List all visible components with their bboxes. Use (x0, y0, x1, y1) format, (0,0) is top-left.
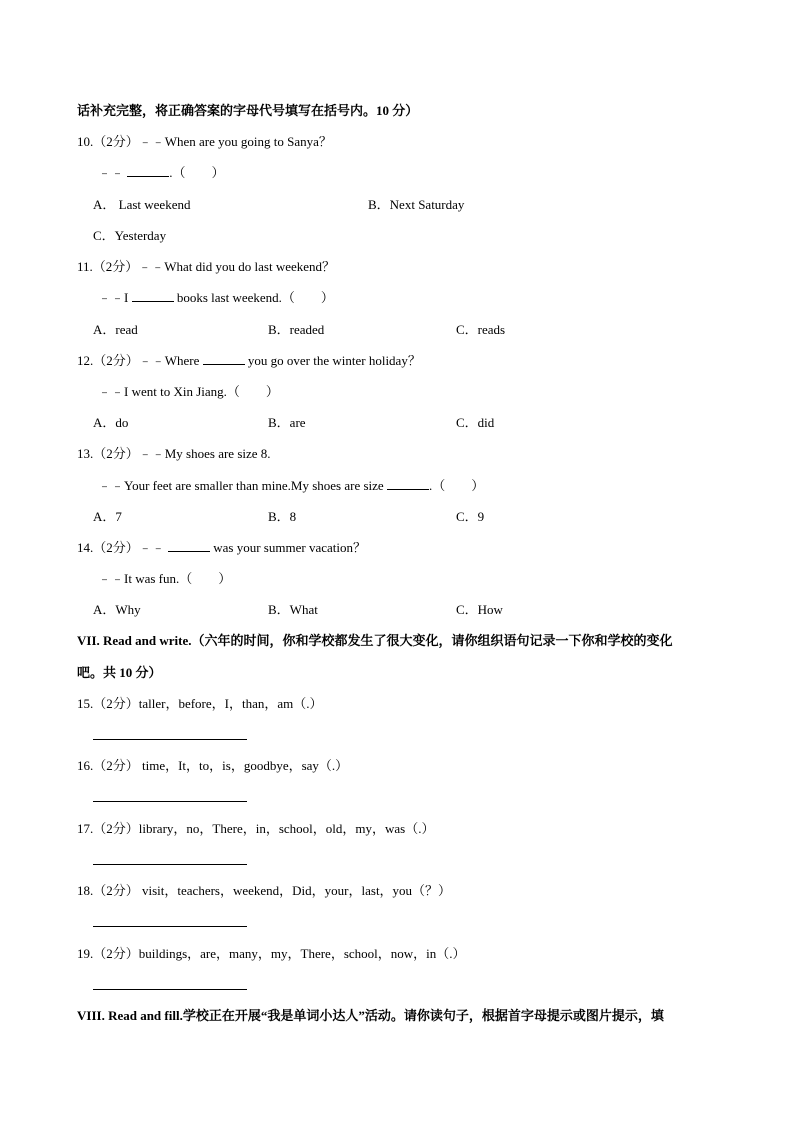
question-12-reply: ﹣﹣I went to Xin Jiang.（ ） (98, 384, 279, 399)
section8-heading-en: VIII. Read and fill. (77, 1008, 183, 1023)
answer-blank[interactable] (168, 539, 210, 552)
question-16-answer-line[interactable] (93, 801, 247, 802)
question-13-reply (98, 477, 484, 495)
section8-heading-cn: 学校正在开展“我是单词小达人”活动。请你读句子，根据首字母提示或图片提示，填 (182, 1008, 664, 1023)
question-19-answer-line[interactable] (93, 989, 247, 990)
question-10-option-c[interactable]: C．Yesterday (93, 228, 167, 243)
question-18-answer-line[interactable] (93, 926, 247, 927)
answer-blank[interactable] (127, 164, 169, 177)
question-15-stem: 15.（2分）taller，before，I，than，am（.） (77, 696, 323, 711)
question-11-reply (98, 289, 334, 307)
question-12-option-b[interactable]: B．are (268, 415, 306, 430)
answer-blank[interactable] (203, 352, 245, 365)
question-13-option-a[interactable]: A．7 (93, 509, 122, 524)
question-10-reply (98, 164, 225, 182)
question-13-stem: 13.（2分）﹣﹣My shoes are size 8. (77, 446, 271, 461)
answer-blank[interactable] (132, 289, 174, 302)
question-12-option-c[interactable]: C．did (456, 415, 495, 430)
question-19-stem: 19.（2分）buildings，are，many，my，There，school，now，in（.） (77, 946, 466, 961)
question-11-option-b[interactable]: B．readed (268, 322, 325, 337)
question-16-stem: 16.（2分） time，It，to，is，goodbye，say（.） (77, 758, 349, 773)
answer-blank[interactable] (387, 477, 429, 490)
stem-suffix: you go over the winter holiday？ (247, 353, 421, 368)
reply-suffix: .（ ） (428, 478, 485, 493)
stem-prefix: 12.（2分）﹣﹣Where (77, 353, 200, 368)
section6-instruction-tail: 话补充完整，将正确答案的字母代号填写在括号内。10 分） (77, 103, 419, 118)
question-11-stem: 11.（2分）﹣﹣What did you do last weekend？ (77, 259, 336, 274)
question-13-option-b[interactable]: B．8 (268, 509, 297, 524)
question-15-answer-line[interactable] (93, 739, 247, 740)
reply-suffix: .（ ） (169, 165, 225, 180)
stem-prefix: 14.（2分）﹣﹣ (77, 540, 165, 555)
question-13-option-c[interactable]: C．9 (456, 509, 485, 524)
question-18-stem: 18.（2分） visit，teachers，weekend，Did，your，last，you（？） (77, 883, 452, 898)
question-17-stem: 17.（2分）library，no，There，in，school，old，my，was（.） (77, 821, 435, 836)
question-12-option-a[interactable]: A．do (93, 415, 129, 430)
section7-heading-line2: 吧。共 10 分） (77, 665, 162, 680)
question-14-option-b[interactable]: B．What (268, 602, 318, 617)
reply-prefix: ﹣﹣I (98, 290, 129, 305)
section7-heading-cn: （六年的时间，你和学校都发生了很大变化，请你组织语句记录一下你和学校的变化 (191, 633, 673, 648)
question-17-answer-line[interactable] (93, 864, 247, 865)
section7-heading (77, 632, 673, 650)
reply-suffix: books last weekend.（ ） (176, 290, 334, 305)
question-11-option-a[interactable]: A．read (93, 322, 138, 337)
section7-heading-en: VII. Read and write. (77, 633, 192, 648)
reply-prefix: ﹣﹣Your feet are smaller than mine.My shoes are size (98, 478, 384, 493)
question-14-option-c[interactable]: C．How (456, 602, 503, 617)
question-10-option-a[interactable]: A． Last weekend (93, 197, 191, 212)
question-14-reply: ﹣﹣It was fun.（ ） (98, 571, 232, 586)
question-10-stem: 10.（2分）﹣﹣When are you going to Sanya？ (77, 134, 332, 149)
question-11-option-c[interactable]: C．reads (456, 322, 506, 337)
section8-heading (77, 1007, 664, 1025)
question-12-stem (77, 352, 421, 370)
stem-suffix: was your summer vacation？ (213, 540, 366, 555)
reply-prefix: ﹣﹣ (98, 165, 125, 180)
question-14-option-a[interactable]: A．Why (93, 602, 141, 617)
question-10-option-b[interactable]: B．Next Saturday (368, 197, 465, 212)
question-14-stem (77, 539, 366, 557)
